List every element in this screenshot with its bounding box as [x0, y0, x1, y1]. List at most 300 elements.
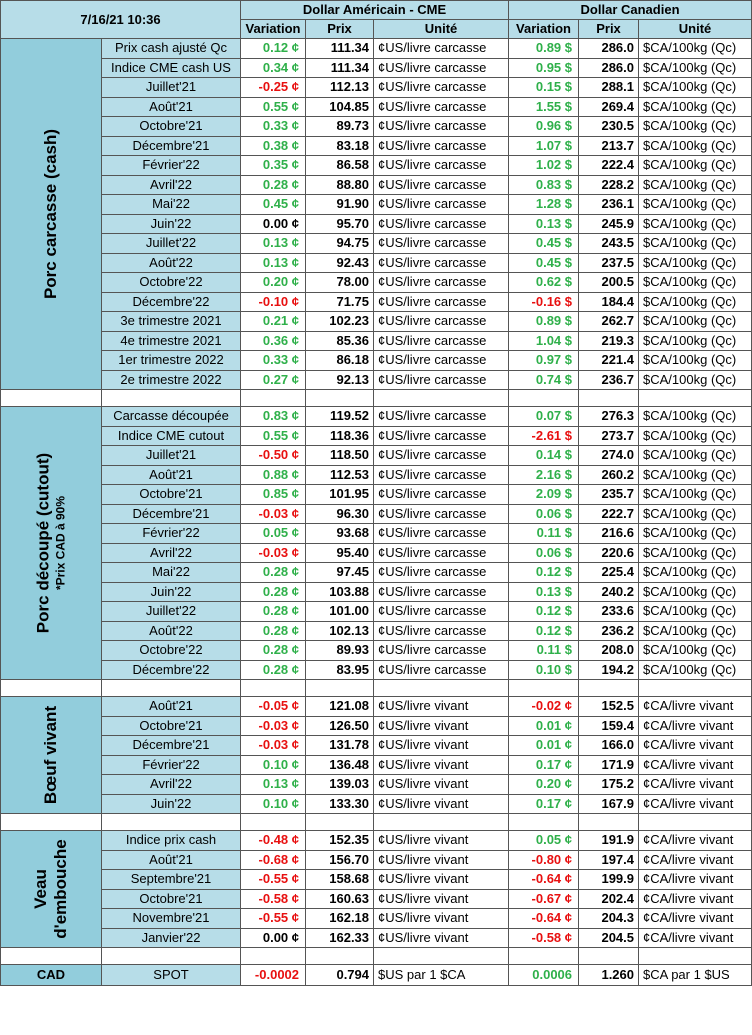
us-price: 104.85 — [306, 97, 374, 117]
table-row — [1, 426, 752, 446]
us-price: 136.48 — [306, 755, 374, 775]
row-label: Carcasse découpée — [102, 407, 241, 427]
us-unit: ¢US/livre carcasse — [374, 253, 509, 273]
ca-variation: -0.67 ¢ — [509, 889, 579, 909]
section-title-line: Bœuf vivant — [41, 705, 60, 805]
cad-label: CAD — [1, 965, 102, 986]
table-row — [1, 582, 752, 602]
ca-unit: $CA/100kg (Qc) — [639, 39, 752, 59]
spacer-cell — [639, 390, 752, 407]
ca-variation: -0.64 ¢ — [509, 909, 579, 929]
section-spacer — [1, 680, 752, 697]
section-title-line: Porc carcasse (cash) — [41, 128, 60, 300]
us-unit: ¢US/livre carcasse — [374, 195, 509, 215]
us-price: 86.18 — [306, 351, 374, 371]
row-label: Septembre'21 — [102, 870, 241, 890]
section-title-text — [41, 706, 61, 804]
table-row — [1, 292, 752, 312]
ca-price: 260.2 — [579, 465, 639, 485]
us-unit: ¢US/livre vivant — [374, 716, 509, 736]
ca-unit: $CA/100kg (Qc) — [639, 660, 752, 680]
section-title-line: Veau — [31, 869, 50, 909]
us-price: 85.36 — [306, 331, 374, 351]
row-label: Octobre'21 — [102, 716, 241, 736]
row-label: Février'22 — [102, 156, 241, 176]
us-price: 96.30 — [306, 504, 374, 524]
table-row — [1, 195, 752, 215]
us-price: 83.95 — [306, 660, 374, 680]
spacer-cell — [102, 814, 241, 831]
us-price: 78.00 — [306, 273, 374, 293]
ca-unit: $CA/100kg (Qc) — [639, 446, 752, 466]
us-unit: ¢US/livre carcasse — [374, 660, 509, 680]
us-price: 95.40 — [306, 543, 374, 563]
ca-variation: 0.62 $ — [509, 273, 579, 293]
ca-unit: $CA/100kg (Qc) — [639, 136, 752, 156]
table-row — [1, 641, 752, 661]
us-variation: -0.03 ¢ — [241, 716, 306, 736]
ca-unit: $CA/100kg (Qc) — [639, 351, 752, 371]
row-label: Août'21 — [102, 465, 241, 485]
us-unit: ¢US/livre carcasse — [374, 524, 509, 544]
ca-variation: 0.89 $ — [509, 39, 579, 59]
table-row — [1, 928, 752, 948]
us-variation: 0.36 ¢ — [241, 331, 306, 351]
ca-price: 213.7 — [579, 136, 639, 156]
ca-price: 171.9 — [579, 755, 639, 775]
us-unit: ¢US/livre vivant — [374, 755, 509, 775]
us-price: 71.75 — [306, 292, 374, 312]
ca-price: 235.7 — [579, 485, 639, 505]
us-price: 102.13 — [306, 621, 374, 641]
ca-unit: $CA/100kg (Qc) — [639, 524, 752, 544]
us-unite-header: Unité — [374, 20, 509, 39]
ca-price: 228.2 — [579, 175, 639, 195]
us-variation: -0.05 ¢ — [241, 697, 306, 717]
us-variation: 0.35 ¢ — [241, 156, 306, 176]
us-unit: ¢US/livre carcasse — [374, 602, 509, 622]
us-price: 103.88 — [306, 582, 374, 602]
ca-price: 225.4 — [579, 563, 639, 583]
us-variation: -0.25 ¢ — [241, 78, 306, 98]
us-price: 162.33 — [306, 928, 374, 948]
ca-variation: -0.80 ¢ — [509, 850, 579, 870]
cad-us-unit: $US par 1 $CA — [374, 965, 509, 986]
spacer-cell — [102, 390, 241, 407]
ca-variation: 1.02 $ — [509, 156, 579, 176]
us-price: 97.45 — [306, 563, 374, 583]
ca-unit: $CA/100kg (Qc) — [639, 370, 752, 390]
us-price: 139.03 — [306, 775, 374, 795]
row-label: Août'21 — [102, 850, 241, 870]
us-price: 111.34 — [306, 58, 374, 78]
us-price: 126.50 — [306, 716, 374, 736]
row-label: Décembre'21 — [102, 504, 241, 524]
table-row — [1, 446, 752, 466]
ca-unit: ¢CA/livre vivant — [639, 716, 752, 736]
row-label: Novembre'21 — [102, 909, 241, 929]
ca-price: 220.6 — [579, 543, 639, 563]
ca-unit: $CA/100kg (Qc) — [639, 195, 752, 215]
spacer-cell — [639, 814, 752, 831]
table-row — [1, 794, 752, 814]
us-unit: ¢US/livre carcasse — [374, 351, 509, 371]
ca-prix-header: Prix — [579, 20, 639, 39]
table-row — [1, 775, 752, 795]
section-title-text — [34, 453, 69, 633]
us-variation: 0.00 ¢ — [241, 214, 306, 234]
spacer-cell — [1, 680, 102, 697]
row-label: Indice CME cutout — [102, 426, 241, 446]
timestamp: 7/16/21 10:36 — [1, 1, 241, 39]
us-price: 102.23 — [306, 312, 374, 332]
us-variation: 0.55 ¢ — [241, 426, 306, 446]
table-row — [1, 889, 752, 909]
table-row — [1, 175, 752, 195]
ca-price: 197.4 — [579, 850, 639, 870]
us-price: 92.13 — [306, 370, 374, 390]
us-variation: 0.20 ¢ — [241, 273, 306, 293]
spacer-cell — [241, 390, 306, 407]
us-variation: -0.58 ¢ — [241, 889, 306, 909]
table-row — [1, 253, 752, 273]
us-unit: ¢US/livre carcasse — [374, 97, 509, 117]
us-price: 152.35 — [306, 831, 374, 851]
ca-unit: $CA/100kg (Qc) — [639, 641, 752, 661]
ca-price: 286.0 — [579, 39, 639, 59]
spacer-cell — [509, 390, 579, 407]
section-title-text — [31, 839, 71, 938]
us-variation: 0.28 ¢ — [241, 602, 306, 622]
ca-variation: 0.74 $ — [509, 370, 579, 390]
ca-variation: 2.16 $ — [509, 465, 579, 485]
row-label: Décembre'22 — [102, 660, 241, 680]
spacer-cell — [579, 390, 639, 407]
spacer-cell — [579, 680, 639, 697]
ca-price: 230.5 — [579, 117, 639, 137]
ca-price: 236.1 — [579, 195, 639, 215]
ca-unit: $CA/100kg (Qc) — [639, 214, 752, 234]
ca-price: 273.7 — [579, 426, 639, 446]
row-label: Indice prix cash — [102, 831, 241, 851]
ca-variation: 0.10 $ — [509, 660, 579, 680]
us-unit: ¢US/livre carcasse — [374, 117, 509, 137]
row-label: 2e trimestre 2022 — [102, 370, 241, 390]
ca-price: 216.6 — [579, 524, 639, 544]
us-variation: -0.68 ¢ — [241, 850, 306, 870]
us-variation: 0.13 ¢ — [241, 775, 306, 795]
us-variation: 0.27 ¢ — [241, 370, 306, 390]
row-label: Juin'22 — [102, 582, 241, 602]
table-row — [1, 736, 752, 756]
table-row — [1, 465, 752, 485]
section-spacer — [1, 814, 752, 831]
row-label: Février'22 — [102, 755, 241, 775]
ca-unit: ¢CA/livre vivant — [639, 697, 752, 717]
table-row — [1, 697, 752, 717]
us-price: 91.90 — [306, 195, 374, 215]
us-unit: ¢US/livre carcasse — [374, 292, 509, 312]
ca-variation: 0.95 $ — [509, 58, 579, 78]
us-price: 94.75 — [306, 234, 374, 254]
us-unit: ¢US/livre vivant — [374, 736, 509, 756]
us-variation-header: Variation — [241, 20, 306, 39]
us-variation: 0.55 ¢ — [241, 97, 306, 117]
ca-variation: 0.06 $ — [509, 504, 579, 524]
ca-unit: $CA/100kg (Qc) — [639, 621, 752, 641]
us-price: 118.50 — [306, 446, 374, 466]
us-price: 101.00 — [306, 602, 374, 622]
us-price: 112.53 — [306, 465, 374, 485]
us-price: 95.70 — [306, 214, 374, 234]
ca-variation: 0.45 $ — [509, 234, 579, 254]
ca-price: 204.5 — [579, 928, 639, 948]
section-subtitle: *Prix CAD à 90% — [53, 495, 68, 591]
ca-price: 222.4 — [579, 156, 639, 176]
us-prix-header: Prix — [306, 20, 374, 39]
ca-dollar-group-header: Dollar Canadien — [509, 1, 752, 20]
ca-price: 184.4 — [579, 292, 639, 312]
ca-price: 199.9 — [579, 870, 639, 890]
ca-variation: 0.17 ¢ — [509, 755, 579, 775]
row-label: Indice CME cash US — [102, 58, 241, 78]
ca-unit: ¢CA/livre vivant — [639, 909, 752, 929]
us-variation: -0.50 ¢ — [241, 446, 306, 466]
spacer-cell — [102, 680, 241, 697]
table-row — [1, 39, 752, 59]
us-variation: 0.83 ¢ — [241, 407, 306, 427]
row-label: Avril'22 — [102, 543, 241, 563]
us-price: 158.68 — [306, 870, 374, 890]
us-price: 112.13 — [306, 78, 374, 98]
ca-price: 191.9 — [579, 831, 639, 851]
row-label: Décembre'22 — [102, 292, 241, 312]
table-row — [1, 563, 752, 583]
ca-price: 221.4 — [579, 351, 639, 371]
ca-price: 222.7 — [579, 504, 639, 524]
us-price: 86.58 — [306, 156, 374, 176]
us-unit: ¢US/livre carcasse — [374, 543, 509, 563]
us-unit: ¢US/livre carcasse — [374, 504, 509, 524]
ca-price: 236.2 — [579, 621, 639, 641]
ca-unit: ¢CA/livre vivant — [639, 889, 752, 909]
ca-variation: -2.61 $ — [509, 426, 579, 446]
ca-variation: 0.11 $ — [509, 641, 579, 661]
table-row — [1, 602, 752, 622]
us-unit: ¢US/livre carcasse — [374, 58, 509, 78]
us-unit: ¢US/livre carcasse — [374, 273, 509, 293]
us-unit: ¢US/livre carcasse — [374, 78, 509, 98]
ca-variation-header: Variation — [509, 20, 579, 39]
us-unit: ¢US/livre vivant — [374, 831, 509, 851]
us-price: 93.68 — [306, 524, 374, 544]
ca-price: 274.0 — [579, 446, 639, 466]
ca-unit: $CA/100kg (Qc) — [639, 602, 752, 622]
spacer-cell — [509, 948, 579, 965]
table-row — [1, 755, 752, 775]
us-price: 88.80 — [306, 175, 374, 195]
row-label: Juillet'22 — [102, 602, 241, 622]
us-unit: ¢US/livre carcasse — [374, 214, 509, 234]
us-price: 83.18 — [306, 136, 374, 156]
us-variation: 0.38 ¢ — [241, 136, 306, 156]
us-price: 160.63 — [306, 889, 374, 909]
ca-price: 194.2 — [579, 660, 639, 680]
table-row — [1, 621, 752, 641]
ca-variation: 0.12 $ — [509, 621, 579, 641]
ca-unite-header: Unité — [639, 20, 752, 39]
table-row — [1, 850, 752, 870]
spacer-cell — [579, 948, 639, 965]
us-variation: -0.55 ¢ — [241, 909, 306, 929]
ca-unit: $CA/100kg (Qc) — [639, 543, 752, 563]
ca-price: 286.0 — [579, 58, 639, 78]
us-unit: ¢US/livre carcasse — [374, 331, 509, 351]
cad-row — [1, 965, 752, 986]
us-unit: ¢US/livre vivant — [374, 775, 509, 795]
ca-price: 236.7 — [579, 370, 639, 390]
ca-price: 167.9 — [579, 794, 639, 814]
us-dollar-group-header: Dollar Américain - CME — [241, 1, 509, 20]
us-unit: ¢US/livre carcasse — [374, 234, 509, 254]
us-variation: 0.28 ¢ — [241, 563, 306, 583]
row-label: Août'21 — [102, 97, 241, 117]
us-unit: ¢US/livre vivant — [374, 928, 509, 948]
ca-variation: 0.06 $ — [509, 543, 579, 563]
us-unit: ¢US/livre carcasse — [374, 39, 509, 59]
ca-price: 200.5 — [579, 273, 639, 293]
spacer-cell — [639, 680, 752, 697]
ca-unit: $CA/100kg (Qc) — [639, 312, 752, 332]
section-title-porc-carcasse — [1, 39, 102, 390]
us-variation: -0.48 ¢ — [241, 831, 306, 851]
us-price: 119.52 — [306, 407, 374, 427]
ca-variation: -0.64 ¢ — [509, 870, 579, 890]
ca-variation: 0.15 $ — [509, 78, 579, 98]
ca-unit: $CA/100kg (Qc) — [639, 292, 752, 312]
ca-variation: 0.01 ¢ — [509, 716, 579, 736]
table-row — [1, 234, 752, 254]
ca-unit: $CA/100kg (Qc) — [639, 117, 752, 137]
ca-variation: -0.16 $ — [509, 292, 579, 312]
ca-variation: 0.45 $ — [509, 253, 579, 273]
table-row — [1, 660, 752, 680]
us-unit: ¢US/livre vivant — [374, 889, 509, 909]
spacer-cell — [306, 680, 374, 697]
us-variation: 0.10 ¢ — [241, 755, 306, 775]
us-variation: 0.34 ¢ — [241, 58, 306, 78]
spacer-cell — [102, 948, 241, 965]
row-label: Octobre'22 — [102, 641, 241, 661]
cad-ca-rate: 1.260 — [579, 965, 639, 986]
table-row — [1, 370, 752, 390]
ca-unit: $CA/100kg (Qc) — [639, 253, 752, 273]
row-label: Juillet'21 — [102, 446, 241, 466]
ca-price: 240.2 — [579, 582, 639, 602]
us-variation: 0.12 ¢ — [241, 39, 306, 59]
ca-price: 219.3 — [579, 331, 639, 351]
row-label: Février'22 — [102, 524, 241, 544]
us-unit: ¢US/livre vivant — [374, 794, 509, 814]
us-variation: 0.85 ¢ — [241, 485, 306, 505]
spacer-cell — [374, 814, 509, 831]
spacer-cell — [374, 948, 509, 965]
us-unit: ¢US/livre carcasse — [374, 312, 509, 332]
us-unit: ¢US/livre carcasse — [374, 485, 509, 505]
ca-variation: 0.89 $ — [509, 312, 579, 332]
us-unit: ¢US/livre carcasse — [374, 465, 509, 485]
cad-us-variation: -0.0002 — [241, 965, 306, 986]
row-label: Juillet'22 — [102, 234, 241, 254]
us-unit: ¢US/livre carcasse — [374, 407, 509, 427]
ca-unit: $CA/100kg (Qc) — [639, 407, 752, 427]
ca-variation: 0.14 $ — [509, 446, 579, 466]
us-variation: -0.10 ¢ — [241, 292, 306, 312]
row-label: Août'21 — [102, 697, 241, 717]
row-label: Août'22 — [102, 621, 241, 641]
row-label: Avril'22 — [102, 775, 241, 795]
ca-price: 208.0 — [579, 641, 639, 661]
ca-unit: ¢CA/livre vivant — [639, 775, 752, 795]
ca-unit: ¢CA/livre vivant — [639, 736, 752, 756]
table-row — [1, 214, 752, 234]
ca-unit: $CA/100kg (Qc) — [639, 331, 752, 351]
table-row — [1, 156, 752, 176]
us-variation: -0.03 ¢ — [241, 504, 306, 524]
ca-variation: 0.05 ¢ — [509, 831, 579, 851]
ca-variation: 0.13 $ — [509, 214, 579, 234]
table-row — [1, 312, 752, 332]
ca-price: 204.3 — [579, 909, 639, 929]
table-row — [1, 136, 752, 156]
us-price: 118.36 — [306, 426, 374, 446]
us-price: 156.70 — [306, 850, 374, 870]
ca-price: 159.4 — [579, 716, 639, 736]
us-unit: ¢US/livre carcasse — [374, 426, 509, 446]
row-label: Juin'22 — [102, 794, 241, 814]
ca-variation: 0.20 ¢ — [509, 775, 579, 795]
ca-unit: $CA/100kg (Qc) — [639, 78, 752, 98]
us-variation: 0.88 ¢ — [241, 465, 306, 485]
board-body — [1, 39, 752, 986]
ca-unit: $CA/100kg (Qc) — [639, 175, 752, 195]
us-price: 101.95 — [306, 485, 374, 505]
row-label: Mai'22 — [102, 195, 241, 215]
table-row — [1, 543, 752, 563]
spacer-cell — [241, 948, 306, 965]
ca-price: 152.5 — [579, 697, 639, 717]
ca-price: 276.3 — [579, 407, 639, 427]
table-row — [1, 909, 752, 929]
us-variation: 0.00 ¢ — [241, 928, 306, 948]
us-price: 111.34 — [306, 39, 374, 59]
row-label: Octobre'22 — [102, 273, 241, 293]
row-label: Prix cash ajusté Qc — [102, 39, 241, 59]
spacer-cell — [374, 390, 509, 407]
row-label: 4e trimestre 2021 — [102, 331, 241, 351]
ca-variation: 1.55 $ — [509, 97, 579, 117]
ca-unit: $CA/100kg (Qc) — [639, 58, 752, 78]
us-variation: 0.28 ¢ — [241, 660, 306, 680]
cad-ca-unit: $CA par 1 $US — [639, 965, 752, 986]
ca-unit: ¢CA/livre vivant — [639, 870, 752, 890]
spacer-cell — [306, 814, 374, 831]
us-variation: 0.28 ¢ — [241, 175, 306, 195]
table-row — [1, 504, 752, 524]
us-variation: 0.28 ¢ — [241, 641, 306, 661]
us-price: 92.43 — [306, 253, 374, 273]
us-variation: -0.03 ¢ — [241, 543, 306, 563]
